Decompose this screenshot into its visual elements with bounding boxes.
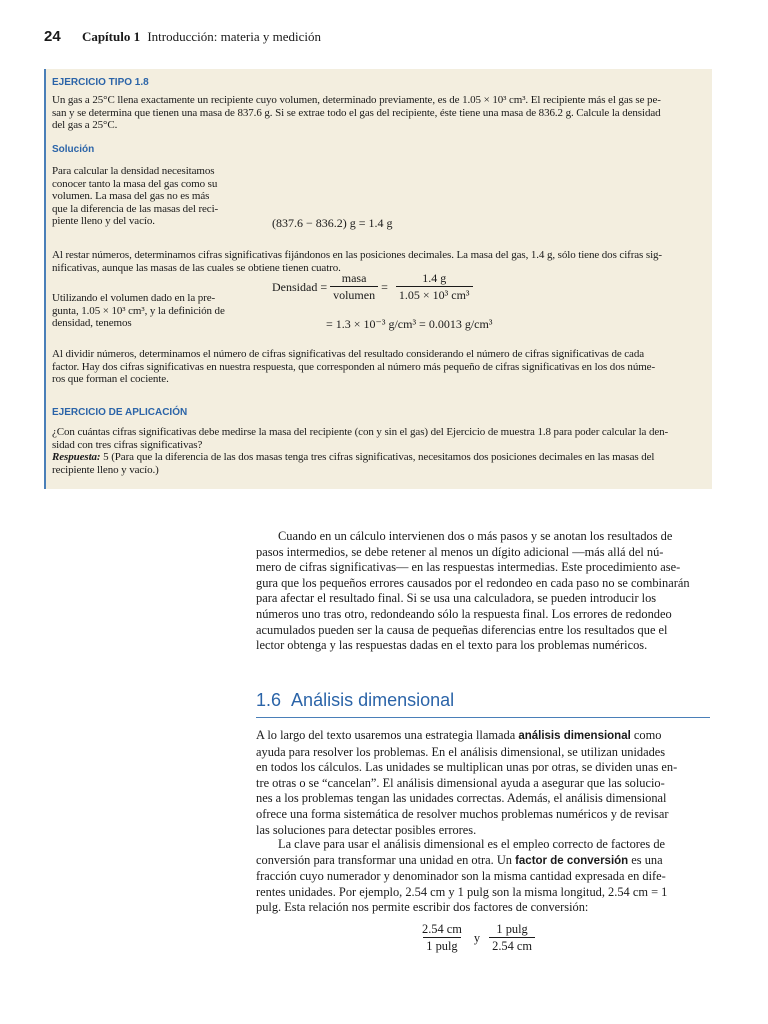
conversion-factors	[416, 922, 538, 954]
mass-equation: (837.6 − 836.2) g = 1.4 g	[272, 216, 393, 230]
conjunction: y	[473, 930, 481, 945]
conversion-factor-inch-per-cm: $\frac{1 pulg}{2.54 cm}$	[489, 922, 535, 954]
solution-step-1: Para calcular la densidad necesitamos conocer tanto la masa del gas como su volumen. La masa del gas no es más que la diferencia de las masas del reci- piente lleno y del vacío.	[52, 165, 219, 227]
section-title: Análisis dimensional	[291, 690, 455, 710]
paragraph-conversion-factor: La clave para usar el análisis dimensional es el empleo correcto de factores de conversión para transformar una unidad en otra. Un factor de conversión es una fracción cuyo numerador y denominador son la misma cantidad expresada en dife- rentes unidades. Por ejemplo, 2.54 cm y 1 pulg son la misma longitud, 2.54 cm = 1 pulg. Esta relación nos permite escribir dos factores de conversión:	[256, 837, 668, 915]
solution-step-2: Utilizando el volumen dado en la pre- gunta, 1.05 × 10³ cm³, y la definición de densidad, tenemos	[52, 292, 225, 329]
sample-exercise-box	[44, 69, 712, 489]
practice-title: EJERCICIO DE APLICACIÓN	[52, 407, 188, 418]
chapter-title: Introducción: materia y medición	[147, 29, 321, 44]
fraction-mass-volume: $\frac{\text{masa}}{\text{volumen}}$	[330, 271, 378, 303]
section-number: 1.6	[256, 690, 282, 710]
sig-figs-note: Al restar números, determinamos cifras significativas fijándonos en las posiciones decimales. La masa del gas, 1.4 g, sólo tiene dos cifras sig- nificativas, aunque las masas de las cuales se obtiene tienen cuatro.	[52, 249, 662, 274]
density-result: = 1.3 × 10⁻³ g/cm³ = 0.0013 g/cm³	[326, 317, 493, 331]
density-equation	[272, 271, 476, 303]
answer-label: Respuesta:	[52, 451, 101, 463]
conversion-factor-cm-per-inch: $\frac{2.54 cm}{1 pulg}$	[422, 922, 462, 953]
paragraph-dimensional-analysis: A lo largo del texto usaremos una estrategia llamada análisis dimensional como ayuda para resolver los problemas. En el análisis dimensional, se utilizan unidades en todos los cálculos. Las unidades se multiplican unas por otras, se dividen unas en- tre otras o se “cancelan”. El análisis dimensional ayuda a asegurar que las solucio- nes a los problemas tengan las unidades correctas. Además, el análisis dimensional ofrece una forma sistemática de resolver muchos problemas numéricos y de revisar las soluciones para detectar posibles errores.	[256, 728, 678, 837]
chapter-label: Capítulo 1	[81, 29, 141, 44]
paragraph-rounding: Cuando en un cálculo intervienen dos o más pasos y se anotan los resultados de pasos intermedios, se debe retener al menos un dígito adicional —más allá del nú- mero de cifras significativas— en las respuestas intermedias. Este procedimiento ase- gura que los pequeños errores causados por el redondeo en cada paso no se combinarán para afectar el resultado final. Si se usa una calculadora, se pueden introducir los números uno tras otro, redondeando sólo la respuesta final. Los errores de redondeo acumulados pueden ser la causa de pequeñas diferencias entre los resultados que el lector obtenga y las respuestas dadas en el texto para los problemas numéricos.	[256, 529, 690, 653]
density-label: Densidad =	[272, 279, 328, 294]
example-title: EJERCICIO TIPO 1.8	[52, 77, 149, 88]
solution-label: Solución	[52, 144, 95, 155]
section-rule	[256, 717, 710, 718]
section-heading	[256, 690, 454, 711]
example-problem: Un gas a 25°C llena exactamente un recipiente cuyo volumen, determinado previamente, es de 1.05 × 10³ cm³. El recipiente más el gas se pe- san y se determina que tienen una masa de 837.6 g. Si se extrae todo el gas del recipiente, éste tiene una masa de 836.2 g. Calcule la densidad del gas a 25°C.	[52, 94, 661, 131]
practice-question: ¿Con cuántas cifras significativas debe medirse la masa del recipiente (con y sin el gas) del Ejercicio de muestra 1.8 para poder calcular la den- sidad con tres cifras significativas? Respuesta: 5 (Para que la diferencia de las dos masas tenga tres cifras significativas, necesitamos dos posiciones decimales en las masas del recipiente lleno y vacío.)	[52, 426, 669, 476]
running-header	[44, 28, 321, 45]
equals-sign: =	[381, 279, 388, 294]
keyword-conversion-factor: factor de conversión	[515, 854, 629, 867]
division-note: Al dividir números, determinamos el número de cifras significativas del resultado considerando el número de cifras significativas de cada factor. Hay dos cifras significativas en nuestra respuesta, que corresponden al número más pequeño de cifras significativas en los dos núme- ros que forman el cociente.	[52, 348, 656, 385]
keyword-dimensional-analysis: análisis dimensional	[518, 730, 631, 742]
fraction-values: $\frac{1.4 g}{\text{1.05 × 10³ cm³}}$	[396, 271, 473, 303]
page-number: 24	[44, 28, 61, 45]
